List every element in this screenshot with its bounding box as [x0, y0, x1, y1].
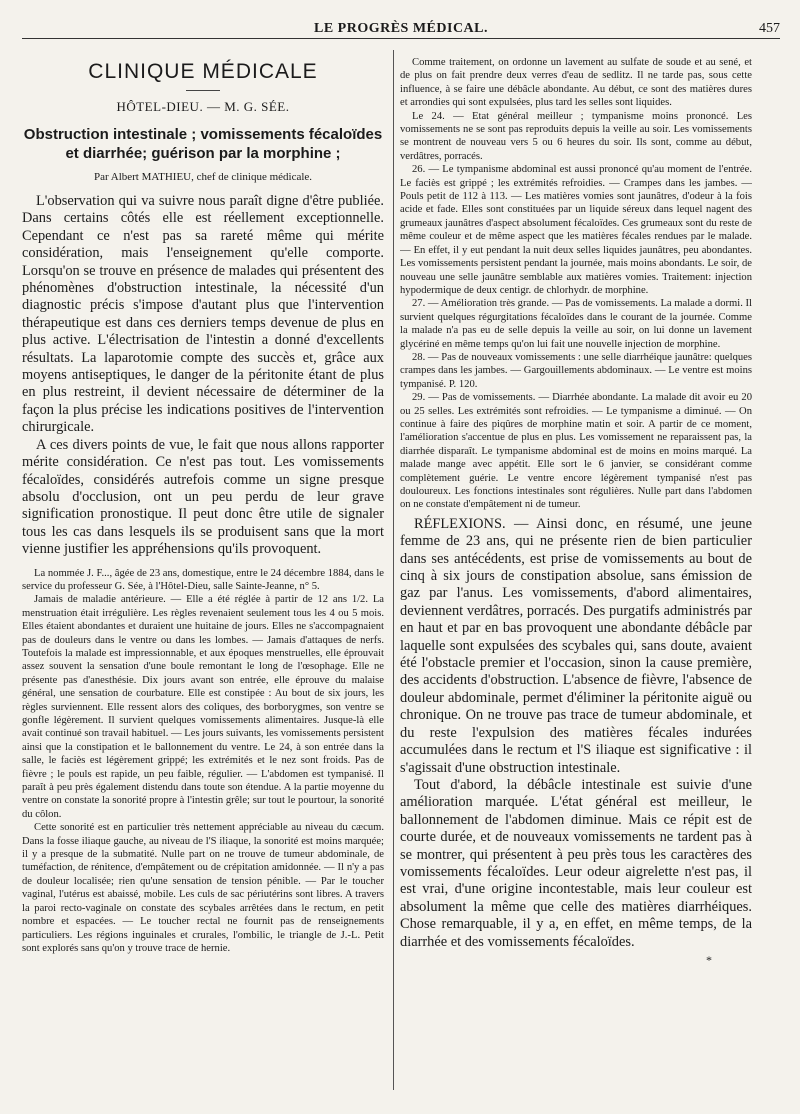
observation-paragraph: Comme traitement, on ordonne un lavement au sulfate de soude et au sené, et de plus on fait prendre deux verres d'eau de sedlitz. Il ne tarde pas, sous cette influence, à se faire une débâcle abondante. Au début, ce sont des matières dures et arrondies qui sont expulsées, plus tard les selles sont liquides. [400, 57, 752, 109]
observation-paragraph: 28. — Pas de nouveaux vomissements : une selle diarrhéique jaunâtre: quelques crampes dans les jambes. — Gargouillements abdominaux. — Le ventre est moins tympanisé. P. 120. [400, 351, 752, 390]
title-rule [186, 90, 220, 91]
observation-paragraph: 29. — Pas de vomissements. — Diarrhée abondante. La malade dit avoir eu 20 ou 25 selles. Les extrémités sont refroidies. — Le tympanisme a diminué. — On continue à faire des piqûres de morphine matin et soir. A partir de ce moment, l'amélioration s'accentue de plus en plus. Les vomissement ne reparaissent pas, la diarrhée disparaît. Le tympanisme abdominal est de moins en moins marqué. La malade mange avec appétit. Elle sort le 6 janvier, se considérant comme complètement guérie. Le ventre encore légèrement tympanisé n'est pas douloureux. Les fonctions intestinales sont régulières. Nulle part dans l'abdomen on ne constate d'empâtement ni de tumeur. [400, 392, 752, 511]
byline: Par Albert MATHIEU, chef de clinique médicale. [93, 171, 313, 183]
journal-title: LE PROGRÈS MÉDICAL. [313, 21, 489, 36]
article-title: Obstruction intestinale ; vomissements fécaloïdes et diarrhée; guérison par la morphine ; [23, 126, 383, 162]
hospital-line: HÔTEL-DIEU. — M. G. SÉE. [116, 99, 290, 114]
intro-paragraph: L'observation qui va suivre nous paraît digne d'être publiée. Dans certains côtés elle est réellement exceptionnelle. Cependant ce n'est pas sa rareté même qui mérite considération, mais l'enseignement qu'elle comporte. Lorsqu'on se trouve en présence de malades qui présentent des phénomènes d'obstruction intestinale, la nécessité d'un diagnostic précis s'impose d'autant plus que l'intervention thérapeutique est dans ces derniers temps devenue de plus en plus active. L'électrisation de l'intestin a donné d'excellents résultats. La laparotomie compte des succès et, grâce aux moyens antiseptiques, le danger de la péritonite étant de plus en plus restreint, il devient nécessaire de déterminer de la façon la plus précise les indications positives de l'intervention chirurgicale. [22, 193, 384, 436]
reflections-paragraph: Tout d'abord, la débâcle intestinale est suivie d'une amélioration marquée. L'état général est meilleur, le ballonnement de l'abdomen diminue. Mais ce répit est de courte durée, et de nouveaux vomissements ne tardent pas à se montrer, qui présentent à peu près tous les caractères des vomissements fécaloïdes. Leur odeur aigrelette n'est pas, il est vrai, d'une origine incontestable, mais leur couleur est absolument la même que celle des matières diarrhéiques. Chose remarquable, il y a, en effet, en même temps, de la diarrhée et des vomissements fécaloïdes. [400, 776, 752, 950]
observation-paragraph: Le 24. — Etat général meilleur ; tympanisme moins prononcé. Les vomissements ne se sont pas reproduits depuis la veille au soir. Les vomissements se montrent de nouveau vers 5 ou 6 heures du soir. Ils sont, comme au début, verdâtres, porracés. [400, 110, 752, 162]
section-title: CLINIQUE MÉDICALE [88, 60, 318, 83]
spacer [22, 559, 384, 567]
page-number: 457 [759, 21, 780, 36]
right-column [400, 56, 752, 1100]
case-paragraph: La nommée J. F..., âgée de 23 ans, domestique, entre le 24 décembre 1884, dans le service du professeur G. Sée, à l'Hôtel-Dieu, salle Sainte-Jeanne, n° 5. [22, 567, 384, 592]
observation-paragraph: 26. — Le tympanisme abdominal est aussi prononcé qu'au moment de l'entrée. Le faciès est grippé ; les extrémités refroidies. — Crampes dans les jambes. — Pouls petit de 112 à 113. — Les matières vomies sont jaunâtres, d'odeur à la fois acide et fade. Elles sont constituées par un liquide séreux dans lequel nagent des grumeaux jaunâtres d'aspect absolument fécaloïdes. Ces grumeaux sont du reste de même couleur et de même aspect que les matières fécales rendues par le malade. — En effet, il y eut pendant la nuit deux selles liquides jaunâtres, peu abondantes. Les vomissements persistent pendant la journée, mais moins abondants. Le soir, de nouveau une selle jaunâtre semblable aux matières vomies. Traitement: injection hypodermique de deux centigr. de chlorhydr. de morphine. [400, 164, 752, 296]
case-paragraph: Jamais de maladie antérieure. — Elle a été réglée à partir de 12 ans 1/2. La menstruation était irrégulière. Les règles revenaient seulement tous les 4 ou 5 mois. Elles étaient abondantes et duraient une huitaine de jours. Elles ne s'accompagnaient pas de douleurs dans le ventre ou dans les lombes. — Jamais d'attaques de nerfs. Toutefois la malade est impressionnable, et aux époques menstruelles, elle éprouvait assez souvent la sensation d'une boule remontant le long de l'œsophage. Elle ne présente pas d'anesthésie. Dix jours avant son entrée, elle éprouve du malaise général, une sensation de courbature. Elle est constipée : Au bout de six jours, les règles surviennent. Elle ressent alors des coliques, des borborygmes, son ventre se gonfle légèrement. Il survient quelques vomissements alimentaires. Jusque-là elle avait continué son travail habituel. — Les jours suivants, les vomissements persistent ainsi que la constipation et le ballonnement du ventre. Le 24, à son entrée dans la salle, le faciès est légèrement grippé; les extrémités et le nez sont froids. Pas de fièvre ; le pouls est rapide, un peu faible, régulier. — L'abdomen est tympanisé. Il paraît à peu près également distendu dans toute son étendue. A la partie moyenne du ventre on constate la sonorité propre à l'intestin grêle; sur tout le pourtour, la sonorité du côlon. [22, 594, 384, 820]
running-header [22, 18, 780, 39]
reflections-paragraph: RÉFLEXIONS. — Ainsi donc, en résumé, une jeune femme de 23 ans, qui ne présente rien de bien particulier dans ses antécédents, est prise de vomissements au bout de cinq à six jours de constipation absolue, sans émission de gaz par l'anus. Les vomissements, d'abord alimentaires, deviennent verdâtres, porracés. Des purgatifs administrés par en haut et par en bas provoquent une abondante débâcle par laquelle sont expulsées des scybales qui, sans doute, avaient été l'obstacle premier et l'occasion, sinon la cause première, des accidents d'obstruction. L'absence de fièvre, l'absence de douleur abdominale, permet d'éliminer la péritonite aiguë ou chronique. On ne trouve pas trace de tumeur abdominale, et du reste l'expulsion des matières fécales indurées accumulées dans le rectum et l'S iliaque est significative : il s'agissait d'une obstruction intestinale. [400, 515, 752, 776]
end-mark: * [706, 952, 712, 967]
case-paragraph: Cette sonorité est en particulier très nettement appréciable au niveau du cæcum. Dans la fosse iliaque gauche, au niveau de l'S iliaque, la sonorité est moins marquée; il y a presque de la submatité. Nulle part on ne trouve de tumeur abdominale, de tuméfaction, de rénitence, d'empâtement ou de crépitation amidonnée. — Il n'y a pas de douleur localisée; rien qu'une sensation de tension pénible. — Par le toucher vaginal, l'utérus est abaissé, mobile. Les culs de sac périutérins sont libres. A travers la paroi recto-vaginale on constate des scybales arrêtées dans le rectum, en petit nombre et espacées. — Le toucher rectal ne fournit pas de renseignements particuliers. Les régions inguinales et crurales, l'ombilic, le triangle de J.-L. Petit sont explorés sans qu'on y trouve trace de hernie. [22, 822, 384, 954]
left-column [22, 56, 384, 1096]
intro-paragraph: A ces divers points de vue, le fait que nous allons rapporter mérite considération. Ce n'est pas tout. Les vomissements fécaloïdes, considérés autrefois comme un signe presque absolu d'occlusion, ont un peu perdu de leur grave signification pronostique. Il peut donc être utile de signaler tous les cas dans lesquels ils se produisent sans que la mort vienne justifier les appréhensions qu'ils provoquent. [22, 436, 384, 558]
observation-paragraph: 27. — Amélioration très grande. — Pas de vomissements. La malade a dormi. Il survient quelques régurgitations fécaloïdes dans le courant de la journée. Comme la malade n'a pas eu de selle depuis la veille au soir, on lui donne un lavement glycériné en même temps qu'on lui fait une nouvelle injection de morphine. [400, 298, 752, 350]
column-divider [393, 50, 394, 1090]
